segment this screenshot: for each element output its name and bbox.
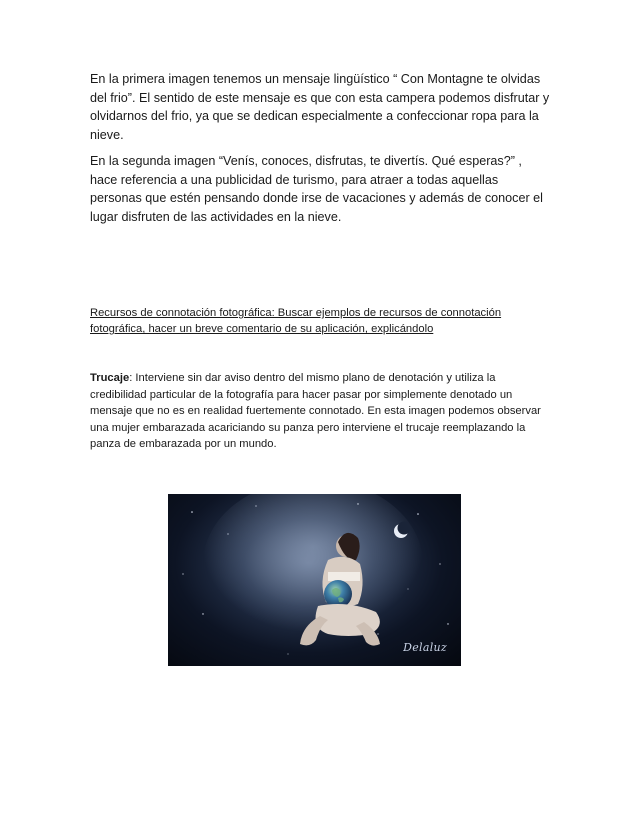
section-heading	[90, 305, 552, 337]
trucaje-text: : Interviene sin dar aviso dentro del mismo plano de denotación y utiliza la credibilidad particular de la fotografía para hacer pasar por simplemente denotado un mensaje que no es en realidad fuertemente connotado. En esta imagen podemos observar una mujer embarazada acariciando su panza pero interviene el trucaje reemplazando la panza de embarazada por un mundo.	[90, 372, 541, 451]
section-heading-text: Recursos de connotación fotográfica: Buscar ejemplos de recursos de connotación fotográfica, hacer un breve comentario de su aplicación, explicándolo	[90, 307, 502, 336]
paragraph-second-image: En la segunda imagen “Venís, conoces, disfrutas, te divertís. Qué esperas?” , hace referencia a una publicidad de turismo, para atraer a todas aquellas personas que estén pensando donde irse de vacaciones y además de conocer el lugar disfruten de las actividades en la nieve.	[90, 154, 543, 224]
paragraph-trucaje	[90, 370, 552, 453]
paragraph-first-image: En la primera imagen tenemos un mensaje lingüístico “ Con Montagne te olvidas del frio”. El sentido de este mensaje es que con esta campera podemos disfrutar y olvidarnos del frio, ya que se dedican especialmente a confeccionar ropa para la nieve.	[90, 72, 550, 142]
trucaje-term: Trucaje	[90, 372, 130, 384]
photo-signature: Delaluz	[403, 641, 447, 654]
trucaje-photo	[168, 494, 461, 666]
